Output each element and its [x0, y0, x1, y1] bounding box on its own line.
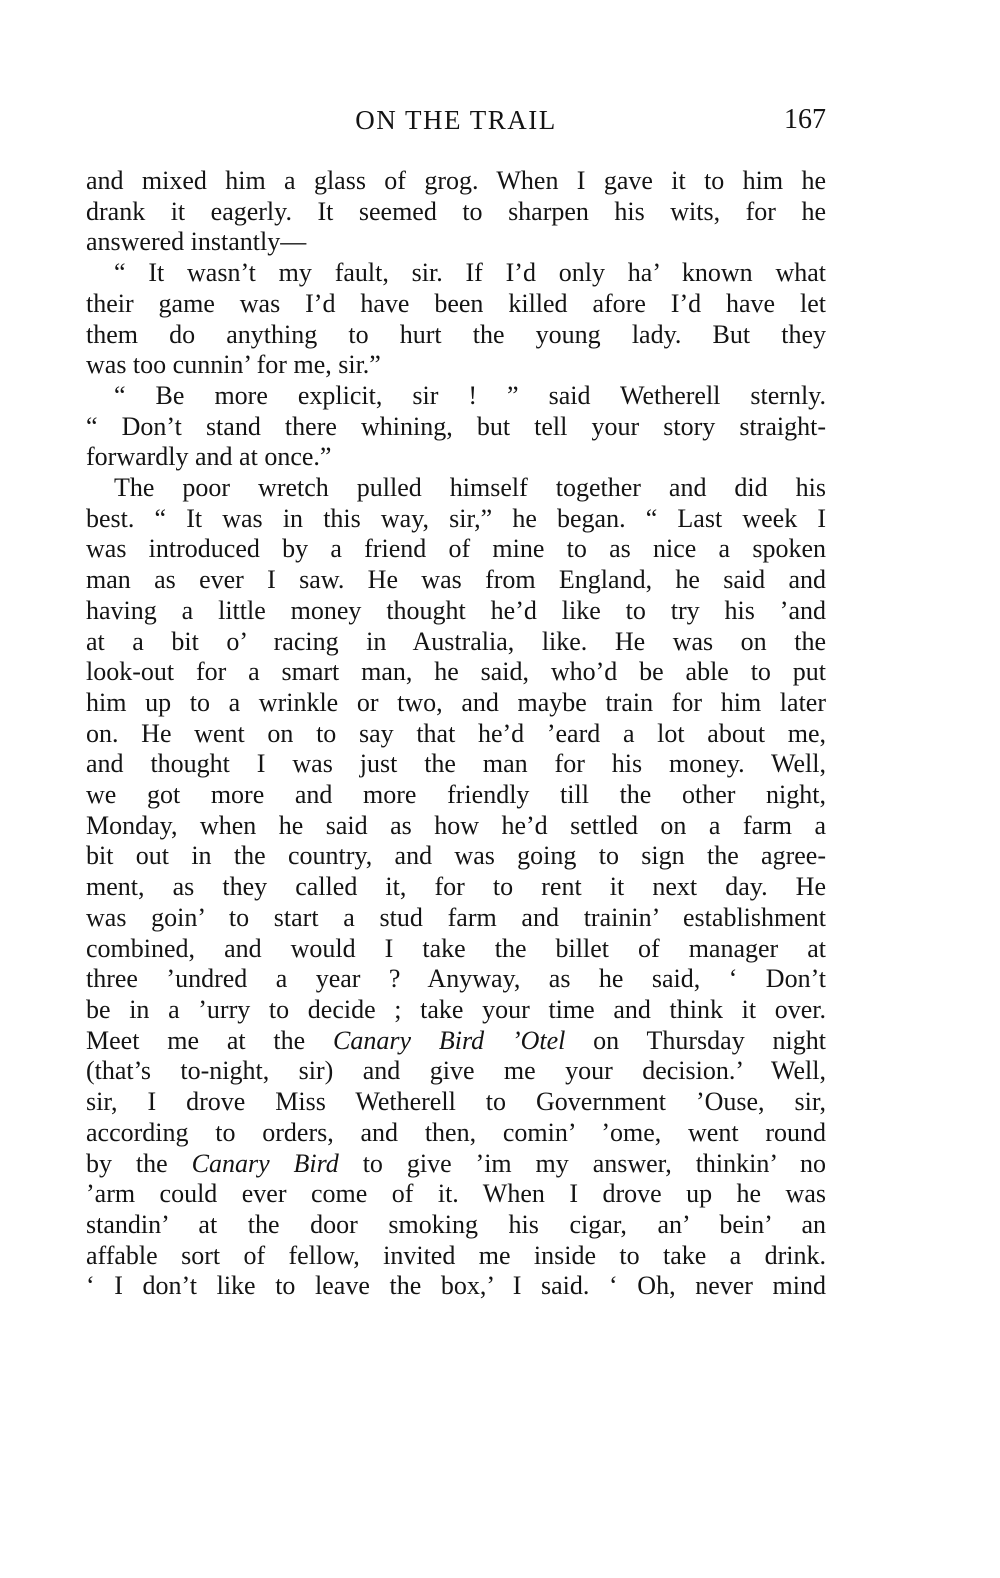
text-line: and thought I was just the man for his money. Well,	[86, 749, 826, 779]
text-line: affable sort of fellow, invited me inside to take a drink.	[86, 1240, 826, 1270]
text-line: and mixed him a glass of grog. When I gave it to him he	[86, 166, 826, 195]
page-number: 167	[784, 104, 826, 135]
text-line: ’arm could ever come of it. When I drove up he was	[86, 1179, 826, 1209]
italic-title: Canary Bird ’Otel	[333, 1025, 566, 1055]
text-line: sir, I drove Miss Wetherell to Government ’Ouse, sir,	[86, 1087, 826, 1117]
text-line: “ Don’t stand there whining, but tell your story straight-	[86, 411, 826, 441]
text-line: by the Canary Bird to give ’im my answer, thinkin’ no	[86, 1148, 826, 1178]
text-line: bit out in the country, and was going to sign the agree-	[86, 841, 826, 871]
text-line: answered instantly—	[86, 227, 307, 257]
text-line: having a little money thought he’d like to try his ’and	[86, 595, 826, 625]
text-line: ment, as they called it, for to rent it next day. He	[86, 872, 826, 902]
text-line: on. He went on to say that he’d ’eard a lot about me,	[86, 718, 826, 748]
text-line: be in a ’urry to decide ; take your time and think it over.	[86, 994, 826, 1024]
running-head	[86, 100, 826, 140]
text-line: Monday, when he said as how he’d settled on a farm a	[86, 810, 826, 840]
text-line: man as ever I saw. He was from England, he said and	[86, 565, 826, 595]
text-line: The poor wretch pulled himself together and did his	[114, 473, 826, 503]
text-line: was introduced by a friend of mine to as nice a spoken	[86, 534, 826, 564]
text-line: their game was I’d have been killed afore I’d have let	[86, 288, 826, 318]
italic-title: Canary Bird	[191, 1148, 339, 1178]
text-line: best. “ It was in this way, sir,” he began. “ Last week I	[86, 503, 826, 533]
running-title: ON THE TRAIL	[355, 105, 557, 135]
text-line: was goin’ to start a stud farm and trainin’ establishment	[86, 902, 826, 932]
text-line: ‘ I don’t like to leave the box,’ I said. ‘ Oh, never mind	[86, 1271, 826, 1301]
text-line: “ Be more explicit, sir ! ” said Wetherell sternly.	[114, 380, 826, 410]
text-line: them do anything to hurt the young lady. But they	[86, 319, 826, 349]
text-line: we got more and more friendly till the other night,	[86, 780, 826, 810]
text-line: him up to a wrinkle or two, and maybe train for him later	[86, 687, 826, 717]
text-line: according to orders, and then, comin’ ’ome, went round	[86, 1117, 826, 1147]
text-line: “ It wasn’t my fault, sir. If I’d only ha’ known what	[114, 258, 826, 288]
text-line: Meet me at the Canary Bird ’Otel on Thursday night	[86, 1025, 826, 1055]
text-line: standin’ at the door smoking his cigar, an’ bein’ an	[86, 1209, 826, 1239]
text-line: at a bit o’ racing in Australia, like. He was on the	[86, 626, 826, 656]
text-line: combined, and would I take the billet of manager at	[86, 933, 826, 963]
body-text	[86, 166, 826, 1302]
text-line: drank it eagerly. It seemed to sharpen his wits, for he	[86, 196, 826, 226]
text-line: (that’s to-night, sir) and give me your decision.’ Well,	[86, 1056, 826, 1086]
text-line: three ’undred a year ? Anyway, as he said, ‘ Don’t	[86, 964, 826, 994]
text-line: forwardly and at once.”	[86, 442, 332, 472]
text-line: was too cunnin’ for me, sir.”	[86, 350, 381, 380]
text-line: look-out for a smart man, he said, who’d be able to put	[86, 657, 826, 687]
